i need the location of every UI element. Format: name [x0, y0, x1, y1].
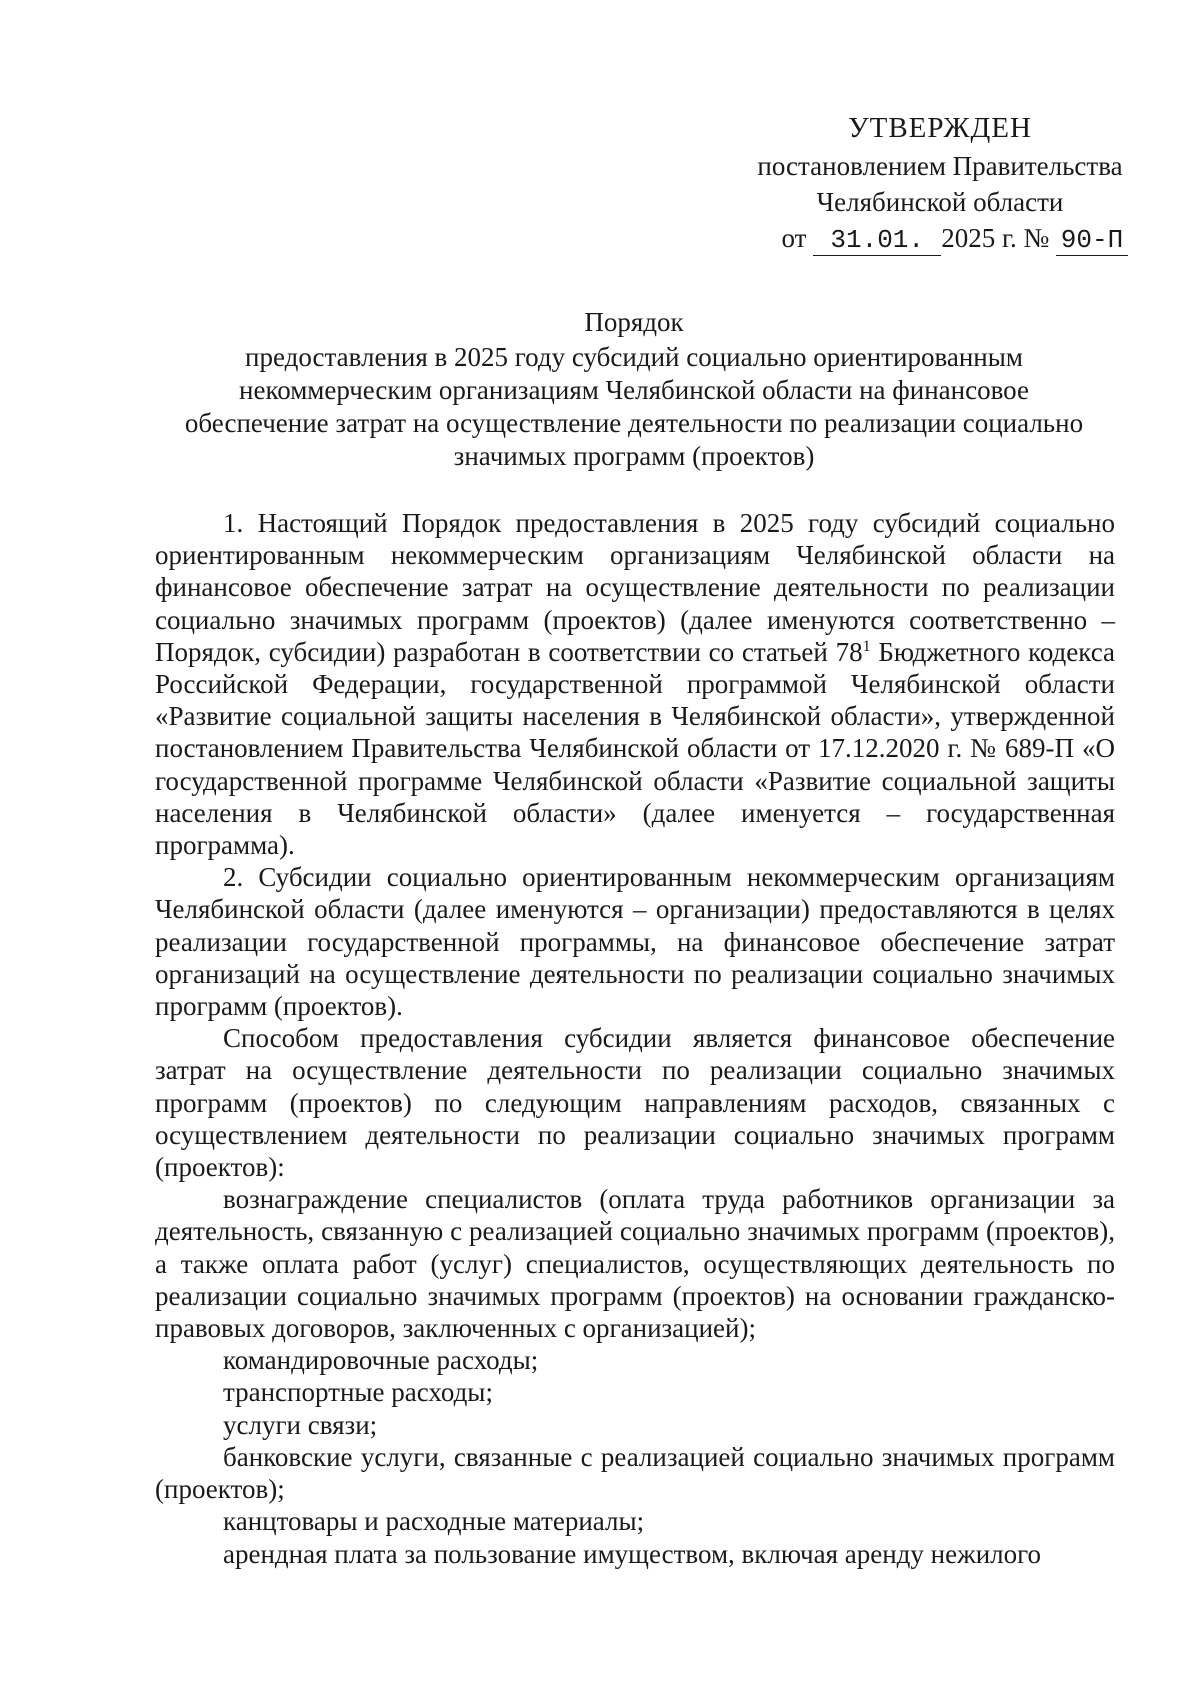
list-item-travel: командировочные расходы; [223, 1345, 539, 1376]
article-superscript: 1 [862, 637, 871, 655]
date-year: 2025 г. № [941, 223, 1050, 253]
paragraph-1-text-b: Бюджетного кодекса Российской Федерации, государственной программой Челябинской области «Развитие социальной защиты населения в Челябинской области», утвержденной постановлением Правительства Челябинской области от 17.12.2020 г. № 689-П «О государственной программе Челябинской области «Развитие социальной защиты населения в Челябинской области» (далее именуется – государственная программа). [155, 636, 1115, 861]
approval-date-line [730, 220, 1150, 256]
paragraph-1-text-a: 1. Настоящий Порядок предоставления в 2025 году субсидий социально ориентированным некоммерческим организациям Челябинской области на финансовое обеспечение затрат на осуществление деятельности по реализации социально значимых программ (проектов) (далее именуются соответственно – Порядок, субсидии) разработан в соответствии со статьей 78 [155, 508, 1115, 667]
title-line: обеспечение затрат на осуществление деятельности по реализации социально [184, 408, 1084, 438]
date-field: 31.01. [813, 225, 941, 256]
paragraph-3: Способом предоставления субсидии является финансовое обеспечение затрат на осуществление деятельности по реализации социально значимых программ (проектов) по следующим направлениям расходов, связанных с осуществлением деятельности по реализации социально значимых программ (проектов): [155, 1023, 1115, 1183]
document-body [155, 507, 1115, 1570]
title-line: некоммерческим организациям Челябинской области на финансовое [239, 375, 1029, 405]
document-title [150, 306, 1118, 473]
list-item-rent: арендная плата за пользование имуществом, включая аренду нежилого [223, 1538, 1042, 1569]
list-item-transport: транспортные расходы; [223, 1377, 493, 1408]
approval-line-2: Челябинской области [816, 187, 1064, 217]
list-item-banking: банковские услуги, связанные с реализацией социально значимых программ (проектов); [155, 1441, 1115, 1505]
number-field: 90-П [1056, 225, 1128, 256]
title-line: предоставления в 2025 году субсидий социально ориентированным [245, 342, 1023, 372]
paragraph-2: 2. Субсидии социально ориентированным некоммерческим организациям Челябинской области (далее именуются – организации) предоставляются в целях реализации государственной программы, на финансовое обеспечение затрат организаций на осуществление деятельности по реализации социально значимых программ (проектов). [155, 862, 1115, 1022]
list-item-stationery: канцтовары и расходные материалы; [223, 1506, 645, 1537]
list-item-communication: услуги связи; [223, 1409, 378, 1440]
paragraph-1 [155, 507, 1115, 861]
approval-stamp [730, 110, 1150, 256]
approval-heading: УТВЕРЖДЕН [848, 112, 1032, 144]
title-heading: Порядок [584, 307, 684, 337]
list-item-remuneration: вознаграждение специалистов (оплата труда работников организации за деятельность, связанную с реализацией социально значимых программ (проектов), а также оплата работ (услуг) специалистов, осуществляющих деятельность по реализации социально значимых программ (проектов) на основании гражданско-правовых договоров, заключенных с организацией); [155, 1184, 1115, 1344]
date-prefix: от [781, 223, 807, 253]
approval-line-1: постановлением Правительства [757, 151, 1123, 181]
title-line: значимых программ (проектов) [453, 441, 815, 471]
